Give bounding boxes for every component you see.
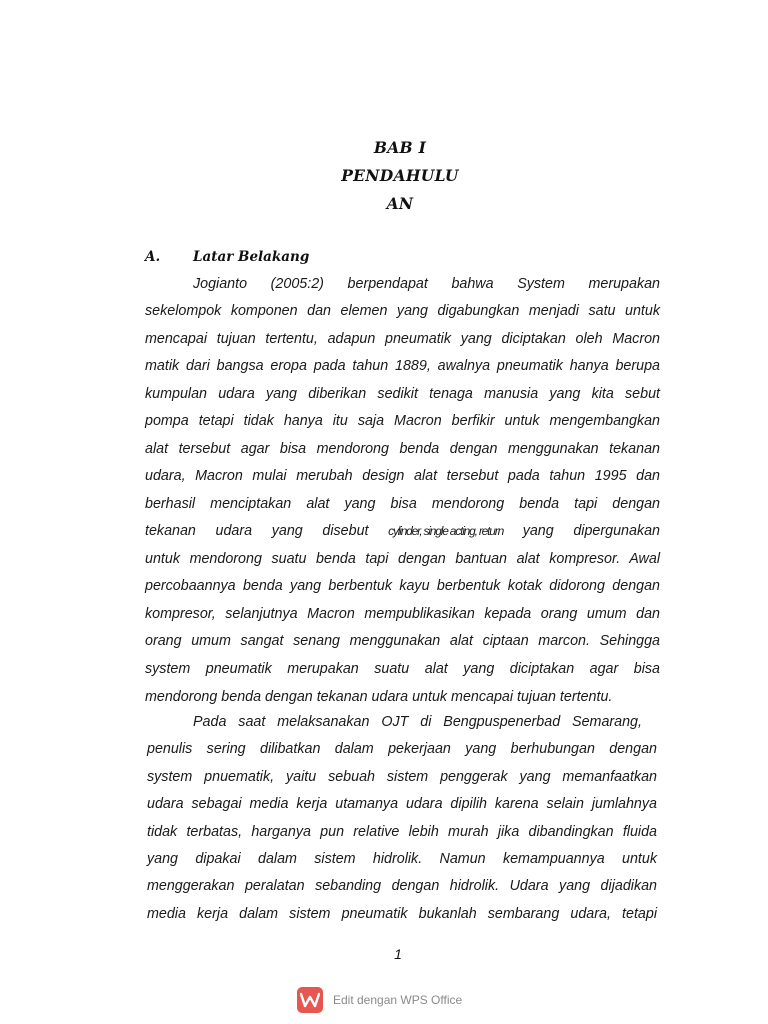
paragraph2-line: tidak terbatas, harganya pun relative lebih murah jika dibandingkan fluida bbox=[147, 824, 657, 840]
paragraph2-line: menggerakan peralatan sebanding dengan hidrolik. Udara yang dijadikan bbox=[147, 878, 657, 894]
paragraph1-line: sekelompok komponen dan elemen yang digabungkan menjadi satu untuk bbox=[145, 303, 660, 319]
page-number: 1 bbox=[394, 946, 402, 962]
line-text-start: tekanan udara yang disebut bbox=[145, 523, 369, 539]
paragraph2-line: yang dipakai dalam sistem hidrolik. Namun kemampuannya untuk bbox=[147, 851, 657, 867]
condensed-term: cylinder, single acting, return bbox=[388, 524, 504, 538]
wps-edit-link[interactable] bbox=[297, 987, 462, 1013]
paragraph1-line: pompa tetapi tidak hanya itu saja Macron berfikir untuk mengembangkan bbox=[145, 413, 660, 429]
paragraph1-line: percobaannya benda yang berbentuk kayu berbentuk kotak didorong dengan bbox=[145, 578, 660, 594]
paragraph1-line: kompresor, selanjutnya Macron mempublikasikan kepada orang umum dan bbox=[145, 606, 660, 622]
paragraph1-line: Jogianto (2005:2) berpendapat bahwa System merupakan bbox=[193, 276, 660, 292]
paragraph1-line: alat tersebut agar bisa mendorong benda dengan menggunakan tekanan bbox=[145, 441, 660, 457]
paragraph2-line: system pnuematik, yaitu sebuah sistem penggerak yang memanfaatkan bbox=[147, 769, 657, 785]
wps-edit-label[interactable]: Edit dengan WPS Office bbox=[333, 993, 463, 1007]
paragraph2-line: Pada saat melaksanakan OJT di Bengpuspenerbad Semarang, bbox=[193, 714, 642, 730]
chapter-title-line1: PENDAHULU bbox=[341, 166, 459, 185]
paragraph1-line: orang umum sangat senang menggunakan alat ciptaan marcon. Sehingga bbox=[145, 633, 660, 649]
paragraph1-line: mencapai tujuan tertentu, adapun pneumatik yang diciptakan oleh Macron bbox=[145, 331, 660, 347]
paragraph2-line: penulis sering dilibatkan dalam pekerjaan yang berhubungan dengan bbox=[147, 741, 657, 757]
paragraph1-line: kumpulan udara yang diberikan sedikit tenaga manusia yang kita sebut bbox=[145, 386, 660, 402]
paragraph1-line: udara, Macron mulai merubah design alat tersebut pada tahun 1995 dan bbox=[145, 468, 660, 484]
chapter-number: BAB I bbox=[373, 138, 427, 157]
section-number: A. bbox=[145, 249, 161, 265]
line-text-end: yang dipergunakan bbox=[522, 523, 660, 539]
paragraph2-line: media kerja dalam sistem pneumatik bukanlah sembarang udara, tetapi bbox=[147, 906, 657, 922]
paragraph1-line: mendorong benda dengan tekanan udara untuk mencapai tujuan tertentu. bbox=[145, 689, 613, 705]
paragraph2-line: udara sebagai media kerja utamanya udara dipilih karena selain jumlahnya bbox=[147, 796, 657, 812]
wps-logo-icon bbox=[297, 987, 323, 1013]
paragraph1-line: system pneumatik merupakan suatu alat yang diciptakan agar bisa bbox=[145, 661, 660, 677]
paragraph1-line: matik dari bangsa eropa pada tahun 1889, awalnya pneumatik hanya berupa bbox=[145, 358, 660, 374]
section-title: Latar Belakang bbox=[193, 249, 310, 265]
paragraph1-line: berhasil menciptakan alat yang bisa mendorong benda tapi dengan bbox=[145, 496, 660, 512]
paragraph1-line-mixed bbox=[145, 521, 660, 541]
chapter-title-line2: AN bbox=[386, 194, 414, 213]
paragraph1-line: untuk mendorong suatu benda tapi dengan bantuan alat kompresor. Awal bbox=[145, 551, 660, 567]
